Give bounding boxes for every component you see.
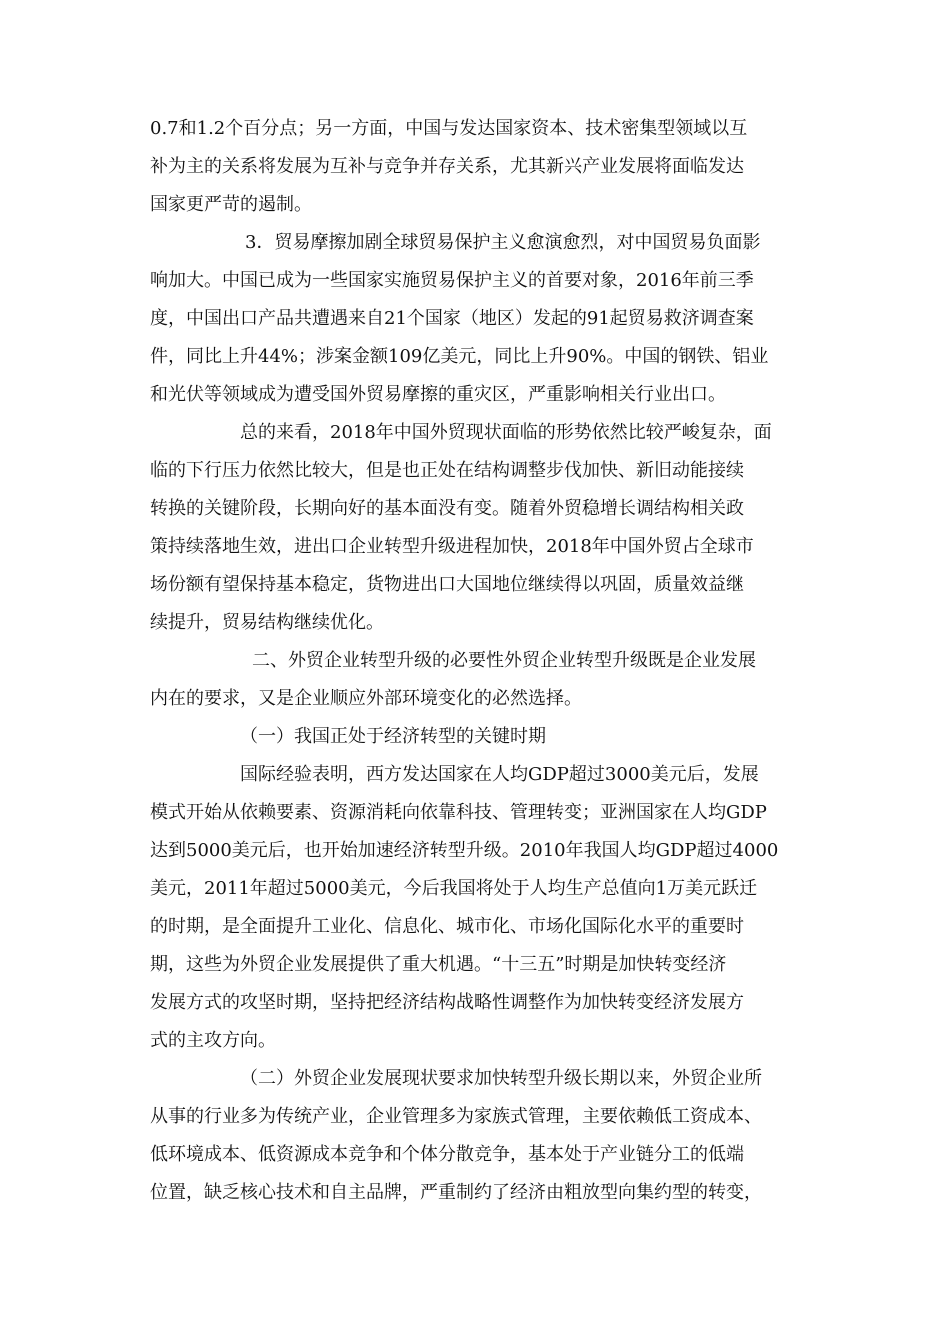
text-line: 从事的行业多为传统产业，企业管理多为家族式管理，主要依赖低工资成本、 [150, 1106, 762, 1127]
text-line: 的时期，是全面提升工业化、信息化、城市化、市场化国际化水平的重要时 [150, 916, 744, 937]
text-line: （一）我国正处于经济转型的关键时期 [240, 726, 546, 747]
text-line: 位置，缺乏核心技术和自主品牌，严重制约了经济由粗放型向集约型的转变， [150, 1182, 762, 1203]
text-line: 度，中国出口产品共遭遇来自21个国家（地区）发起的91起贸易救济调查案 [150, 308, 754, 329]
text-line: 国家更严苛的遏制。 [150, 194, 312, 215]
text-line: 续提升，贸易结构继续优化。 [150, 612, 384, 633]
text-line: 期，这些为外贸企业发展提供了重大机遇。“十三五”时期是加快转变经济 [150, 954, 727, 975]
text-line: 临的下行压力依然比较大，但是也正处在结构调整步伐加快、新旧动能接续 [150, 460, 744, 481]
text-line: 策持续落地生效，进出口企业转型升级进程加快，2018年中国外贸占全球市 [150, 536, 754, 557]
text-line: （二）外贸企业发展现状要求加快转型升级长期以来，外贸企业所 [240, 1068, 762, 1089]
text-line: 响加大。中国已成为一些国家实施贸易保护主义的首要对象，2016年前三季 [150, 270, 754, 291]
text-line: 转换的关键阶段，长期向好的基本面没有变。随着外贸稳增长调结构相关政 [150, 498, 744, 519]
text-line: 国际经验表明，西方发达国家在人均GDP超过3000美元后，发展 [240, 764, 759, 785]
text-line: 0.7和1.2个百分点；另一方面，中国与发达国家资本、技术密集型领域以互 [150, 118, 748, 139]
text-line: 式的主攻方向。 [150, 1030, 276, 1051]
text-line: 内在的要求，又是企业顺应外部环境变化的必然选择。 [150, 688, 582, 709]
text-line: 美元，2011年超过5000美元，今后我国将处于人均生产总值向1万美元跃迁 [150, 878, 758, 899]
text-line: 低环境成本、低资源成本竞争和个体分散竞争，基本处于产业链分工的低端 [150, 1144, 744, 1165]
text-line: 3．贸易摩擦加剧全球贸易保护主义愈演愈烈，对中国贸易负面影 [245, 232, 761, 253]
text-line: 发展方式的攻坚时期，坚持把经济结构战略性调整作为加快转变经济发展方 [150, 992, 744, 1013]
text-line: 场份额有望保持基本稳定，货物进出口大国地位继续得以巩固，质量效益继 [150, 574, 744, 595]
text-line: 补为主的关系将发展为互补与竞争并存关系，尤其新兴产业发展将面临发达 [150, 156, 744, 177]
text-line: 件，同比上升44%；涉案金额109亿美元，同比上升90%。中国的钢铁、铝业 [150, 346, 769, 367]
text-line: 总的来看，2018年中国外贸现状面临的形势依然比较严峻复杂，面 [240, 422, 772, 443]
text-line: 模式开始从依赖要素、资源消耗向依靠科技、管理转变；亚洲国家在人均GDP [150, 802, 767, 823]
text-line: 和光伏等领域成为遭受国外贸易摩擦的重灾区，严重影响相关行业出口。 [150, 384, 726, 405]
text-line: 达到5000美元后，也开始加速经济转型升级。2010年我国人均GDP超过4000 [150, 840, 779, 861]
text-line: 二、外贸企业转型升级的必要性外贸企业转型升级既是企业发展 [252, 650, 756, 671]
